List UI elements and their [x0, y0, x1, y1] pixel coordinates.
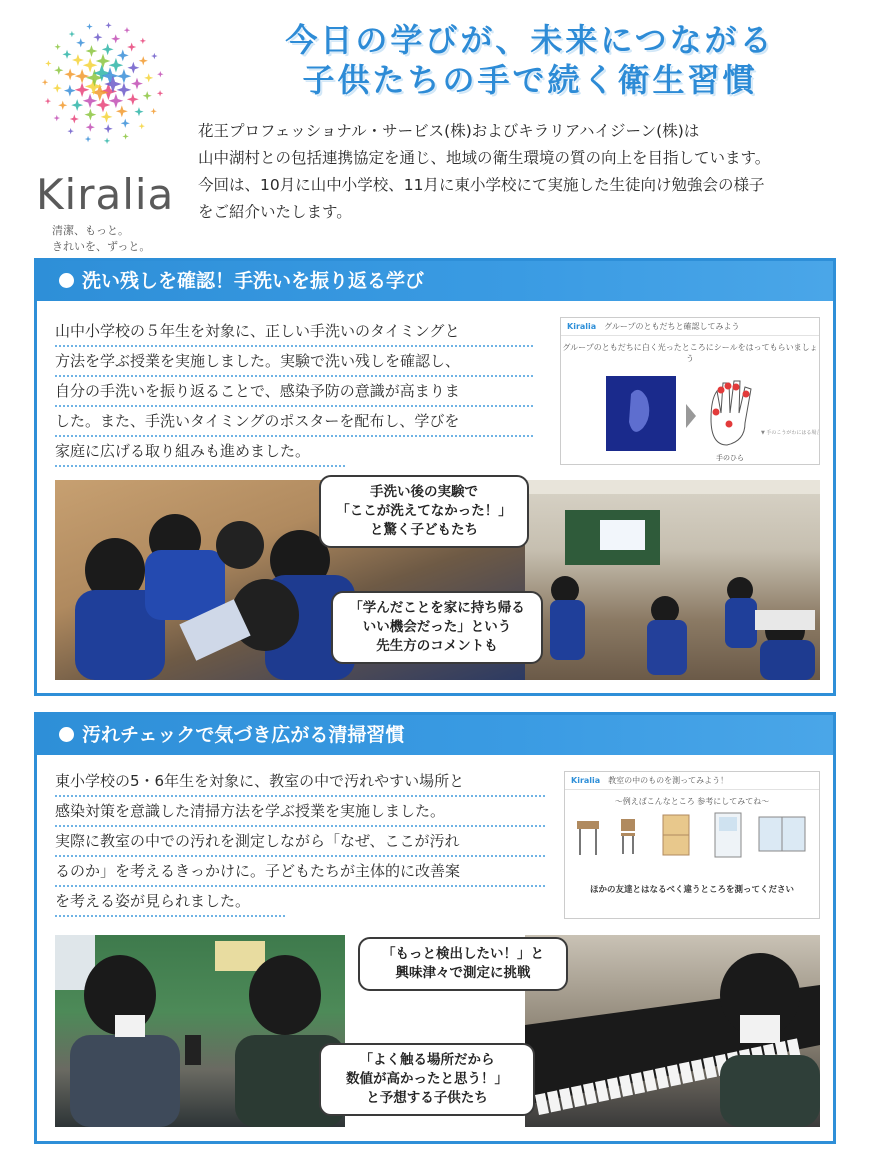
kiralia-logo: [30, 18, 180, 253]
door-icon: [715, 813, 741, 857]
hand-icon: [711, 381, 751, 445]
speech-bubble: 「学んだことを家に持ち帰る いい機会だった」という 先生方のコメントも: [331, 591, 543, 664]
title-line-2: 子供たちの手で続く衛生習慣: [302, 61, 758, 99]
page-title: [205, 20, 855, 100]
speech-bubble: 手洗い後の実験で 「ここが洗えてなかった！」 と驚く子どもたち: [319, 475, 529, 548]
window-icon: [759, 817, 805, 851]
slide-illustration: [561, 364, 819, 474]
speech-bubble: 「よく触る場所だから 数値が高かったと思う！」 と予想する子供たち: [319, 1043, 535, 1116]
classroom-photo-measure: [55, 935, 345, 1127]
intro-text: 花王プロフェッショナル・サービス(株)およびキラリアハイジーン(株)は 山中湖村との包括連携協定を通じ、地域の衛生環境の質の向上を目指しています。 今回は、10月に山中小学校、11月に東小学校にて実施した生徒向け勉強会の様子 をご紹介いたします。: [198, 122, 771, 221]
bullet-icon: [59, 273, 74, 288]
section-body: 東小学校の5・6年生を対象に、教室の中で汚れやすい場所と 感染対策を意識した清掃方法を学ぶ授業を実施しました。 実際に教室の中での汚れを測定しながら「なぜ、ここが汚れ るのか」を考えるきっかけに。子どもたちが主体的に改善案 を考える姿が見られました。: [55, 767, 545, 917]
classroom-photo-piano: [525, 935, 820, 1127]
section-heading: 洗い残しを確認！手洗いを振り返る学び: [37, 261, 833, 301]
star-burst-icon: [38, 18, 168, 148]
desk-icon: [577, 821, 599, 855]
chair-icon: [621, 819, 635, 854]
section-cleaning: [34, 712, 836, 1144]
shelf-icon: [663, 815, 689, 855]
section-handwashing: [34, 258, 836, 696]
svg-text:▼ 手のこうがわにはる場合: ▼ 手のこうがわにはる場合: [761, 430, 819, 436]
lesson-slide: Kiralia 教室の中のものを測ってみよう！ 〜例えばこんなところ 参考にしてみてね〜 ほかの友達とはなるべく違うところを測ってください: [564, 771, 820, 919]
bullet-icon: [59, 727, 74, 742]
classroom-photo-class: [525, 480, 820, 680]
section-heading: 汚れチェックで気づき広がる清掃習慣: [37, 715, 833, 755]
lesson-slide: Kiralia グループのともだちと確認してみよう グループのともだちに白く光ったところにシールをはってもらいましょう ▼ 手のこうがわにはる場合 手のひら: [560, 317, 820, 465]
speech-bubble: 「もっと検出したい！」と 興味津々で測定に挑戦: [358, 937, 568, 991]
slide-illustration: [565, 807, 819, 879]
brand-name: Kiralia: [36, 170, 175, 219]
svg-text:手のひら: 手のひら: [716, 454, 744, 462]
title-line-1: 今日の学びが、未来につながる: [285, 21, 775, 59]
section-body: 山中小学校の５年生を対象に、正しい手洗いのタイミングと 方法を学ぶ授業を実施しました。実験で洗い残しを確認し、 自分の手洗いを振り返ることで、感染予防の意識が高まりま した。また、手洗いタイミングのポスターを配布し、学びを 家庭に広げる取り組みも進めました。: [55, 317, 533, 467]
brand-tagline: 清潔、もっと。 きれいを、ずっと。: [52, 224, 151, 253]
